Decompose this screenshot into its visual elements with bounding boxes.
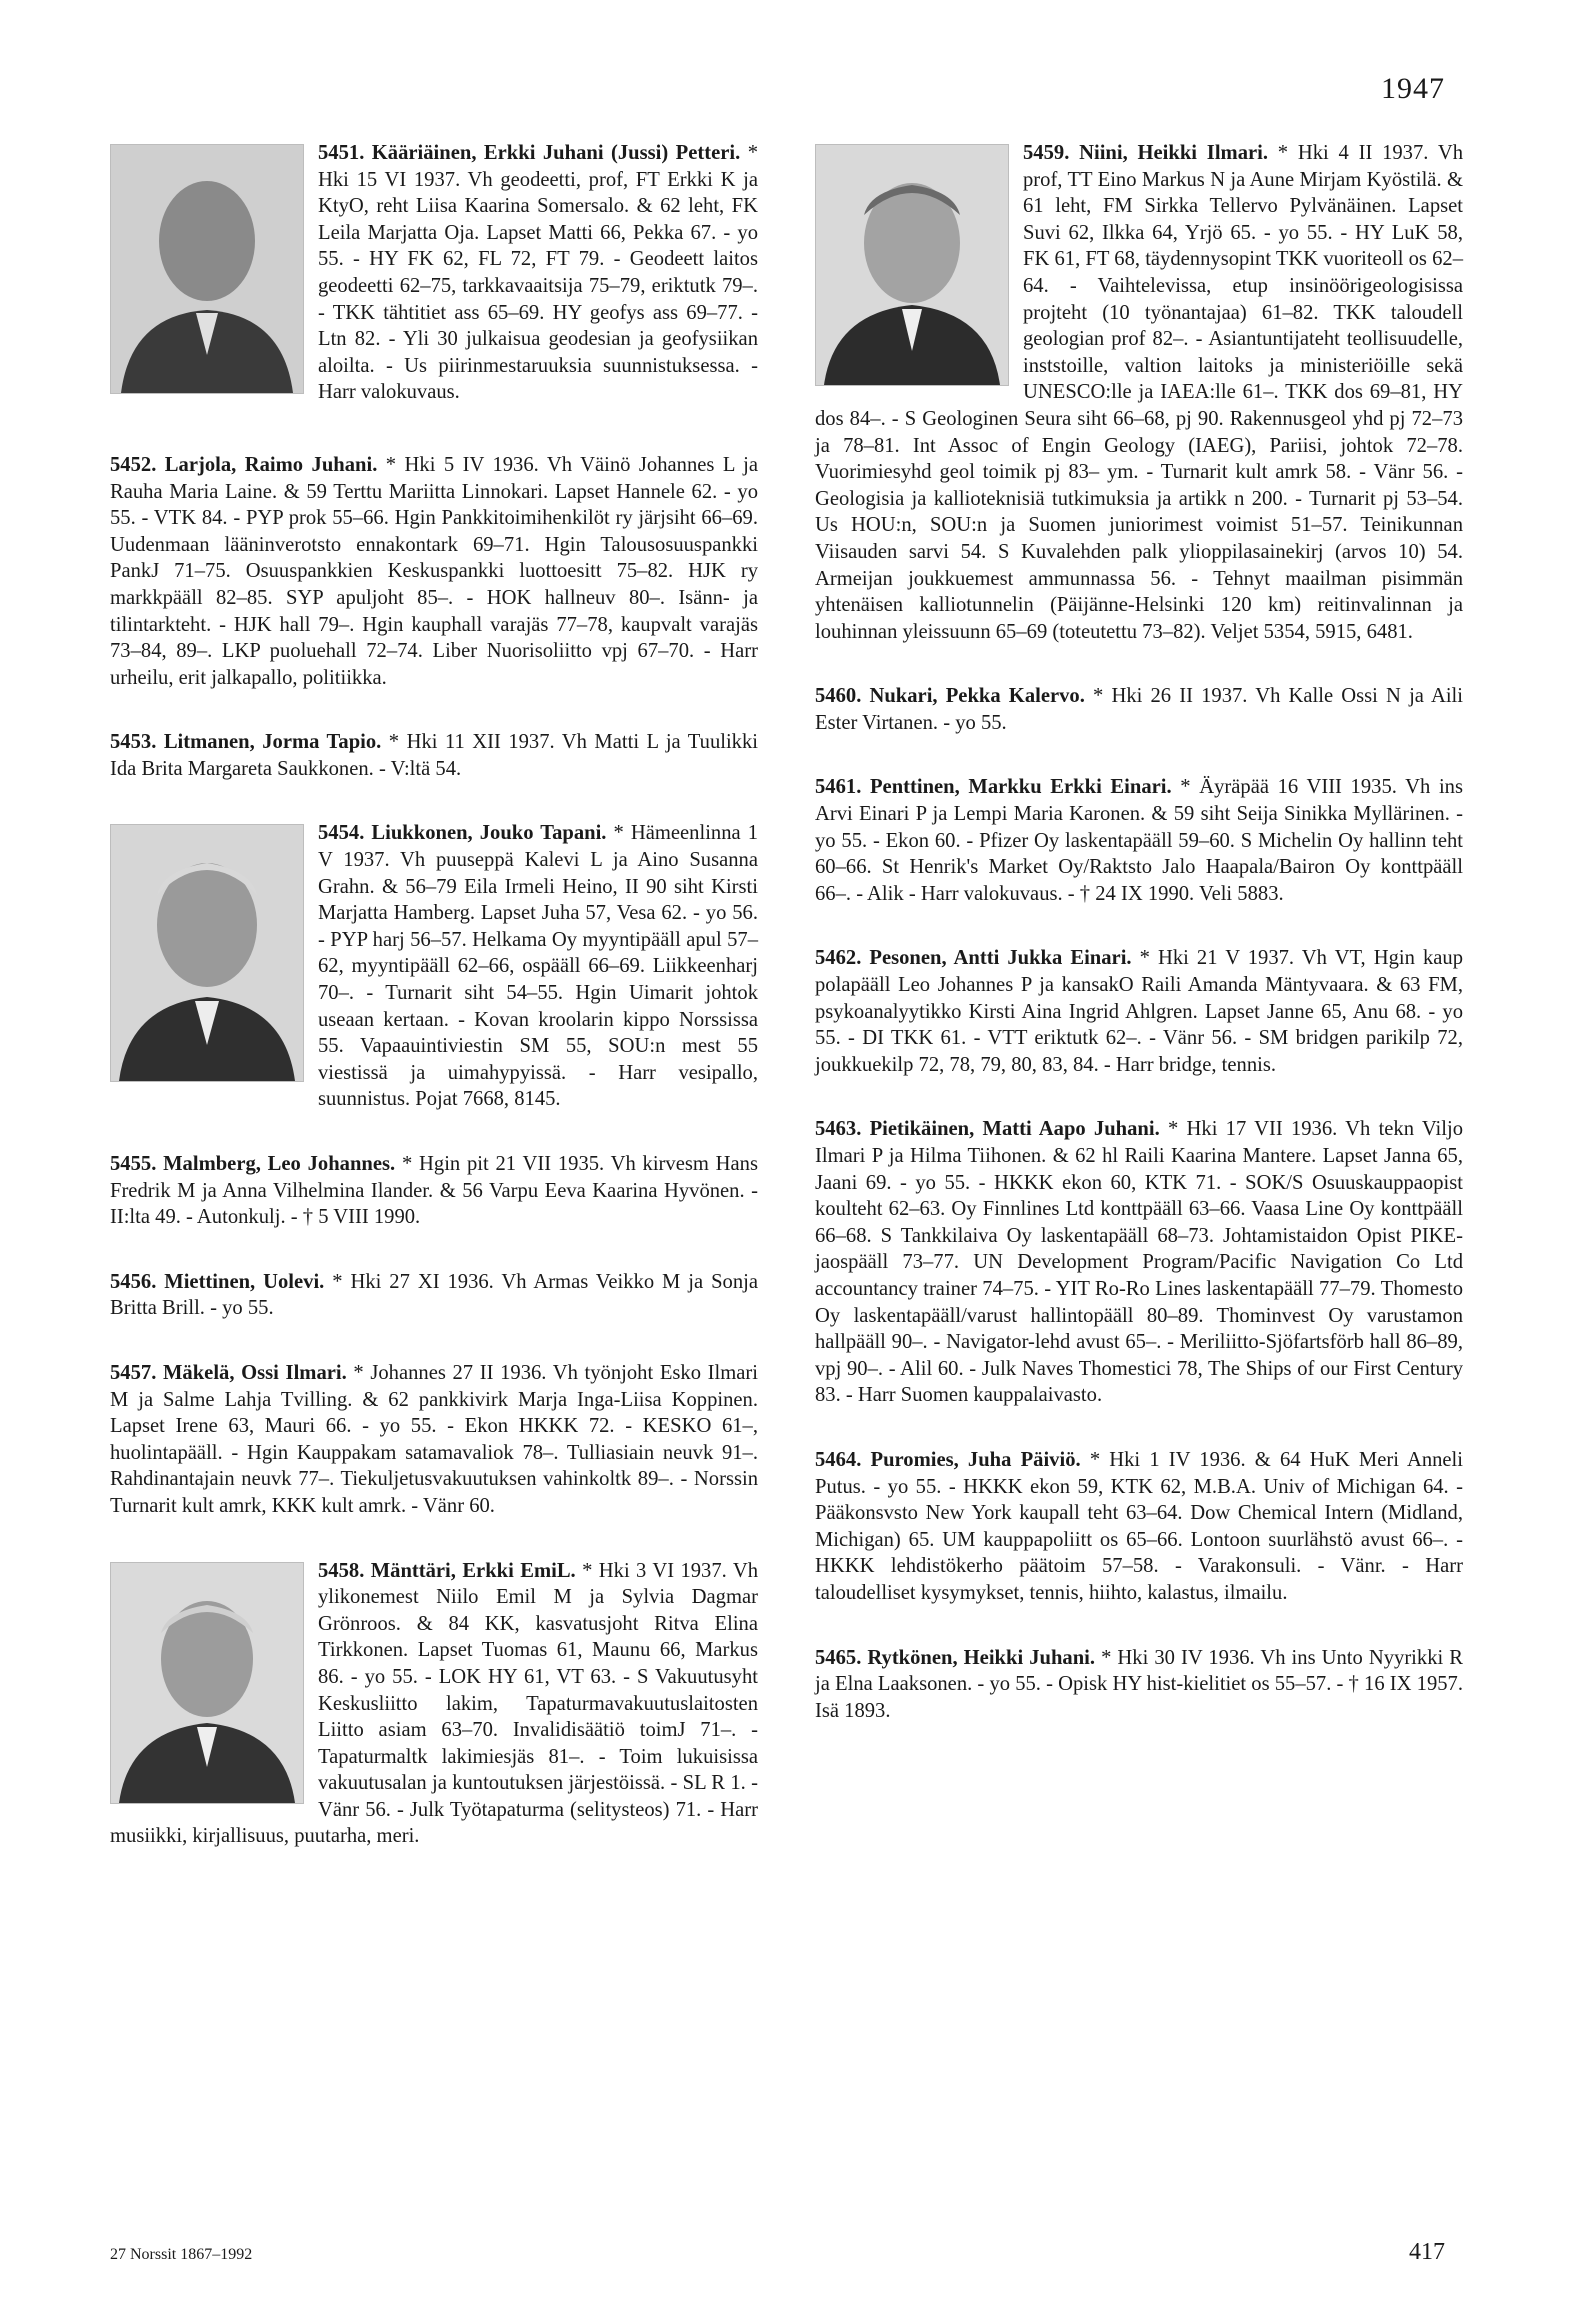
entry-body: * Hki 3 VI 1937. Vh ylikonemest Niilo Emil M ja Sylvia Dagmar Grönroos. & 84 KK, kasvatusjoht Ritva Elina Tirkkonen. Lapset Tuomas 61, Maunu 66, Markus 86. - yo 55. - LOK HY 61, VT 63. - S Vakuutusyht Keskusliitto lakim, Tapaturmavakuutuslaitosten Liitto asiam 63–70. Invalidisäätiö toimJ 71–. - Tapaturmaltk lakimiesjäs 81–. - Toim lukuisissa vakuutusalan ja kuntoutuksen järjestöissä. - SL R 1. - Vänr 56. - Julk Työtapaturma (selitysteos) 71. - Harr musiikki, kirjallisuus, puutarha, meri. — [110, 1559, 758, 1848]
entry-body: * Hki 5 IV 1936. Vh Väinö Johannes L ja Rauha Maria Laine. & 59 Terttu Mariitta Linnokari. Lapset Hannele 62. - yo 55. - VTK 84. - PYP prok 55–66. Hgin Pankkitoimihenkilöt ry järjsiht 66–69. Uudenmaan lääninverotsto ennakontark 69–71. Hgin Talousosuuspankki PankJ 71–75. Osuuspankkien Keskuspankki luottoesitt 75–82. HJK ry markkpääll 82–85. SYP apuljoht 85–. - HOK hallneuv 80–. Isänn- ja tilintarkteht. - HJK hall 79–. Hgin kauphall varajäs 77–78, kaupvalt varajäs 73–84, 89–. LKP puoluehall 72–74. Liber Nuorisoliitto vpj 67–70. - Harr urheilu, erit jalkapallo, politiikka. — [110, 453, 758, 689]
biography-entry-5459 — [815, 140, 1463, 645]
entry-heading: 5463. Pietikäinen, Matti Aapo Juhani. — [815, 1118, 1160, 1141]
entry-body: * Äyräpää 16 VIII 1935. Vh ins Arvi Einari P ja Lempi Maria Karonen. & 59 siht Seija Sinikka Myllärinen. - yo 55. - Ekon 60. - Pfizer Oy laskentapääll 59–60. S Michelin Oy hallinn teht 60–66. St Henrik's Market Oy/Raktsto Jalo Haapala/Bairon Oy konttpääll 66–. - Alik - Harr valokuvaus. - † 24 IX 1990. Veli 5883. — [815, 776, 1463, 905]
biography-entry-5461 — [815, 774, 1463, 907]
entry-heading: 5458. Mänttäri, Erkki EmiL. — [318, 1559, 576, 1582]
entry-body: * Hämeenlinna 1 V 1937. Vh puuseppä Kalevi L ja Aino Susanna Grahn. & 56–79 Eila Irmeli Heino, II 90 siht Kirsti Marjatta Hamberg. Lapset Juha 57, Vesa 62. - yo 56. - PYP harj 56–57. Helkama Oy myyntipääll apul 57–62, myyntipääll 62–66, ospääll 66–69. Liikkeenharj 70–. - Turnarit siht 54–55. Hgin Uimarit johtok useaan kertaan. - Kovan kroolarin kippo Norssissa 55. Vapaauintiviestin SM 55, SOU:n mest 55 viestissä ja uimahypyissä. - Harr vesipallo, suunnistus. Pojat 7668, 8145. — [318, 822, 758, 1111]
biography-entry-5464 — [815, 1447, 1463, 1607]
portrait-photo-icon — [815, 144, 1009, 386]
entry-heading: 5451. Kääriäinen, Erkki Juhani (Jussi) Petteri. — [318, 142, 741, 164]
entry-body: * Hki 1 IV 1936. & 64 HuK Meri Anneli Putus. - yo 55. - HKKK ekon 59, KTK 62, M.B.A. Univ of Michigan 64. - Pääkonsvsto New York kaupall teht 63–64. Dow Chemical Intern (Midland, Michigan) 65. UM kauppapoliitt os 65–66. Lontoon suurlähstö avust 66–. - HKKK lehdistökerho päätoim 57–58. - Varakonsuli. - Vänr. - Harr taloudelliset kysymykset, tennis, hiihto, kalastus, ilmailu. — [815, 1448, 1464, 1604]
entry-body: * Hki 21 V 1937. Vh VT, Hgin kaup polapääll Leo Johannes P ja kansakO Raili Amanda Mäntyvaara. & 63 FM, psykoanalyytikko Kirsti Aina Ingrid Ahlgren. Lapset Janne 65, Anu 68. - yo 55. - DI TKK 61. - VTT eriktutk 62–. - Vänr 56. - SM bridgen parikilp 72, joukkuekilp 72, 78, 79, 80, 83, 84. - Harr bridge, tennis. — [815, 947, 1463, 1076]
entry-heading: 5459. Niini, Heikki Ilmari. — [1023, 142, 1269, 164]
entry-body: * Hki 11 XII 1937. Vh Matti L ja Tuulikki Ida Brita Margareta Saukkonen. - V:ltä 54. — [110, 731, 758, 780]
biography-entry-5462 — [815, 945, 1463, 1078]
entry-heading: 5452. Larjola, Raimo Juhani. — [110, 453, 378, 476]
left-column — [110, 140, 758, 1850]
biography-entry-5457 — [110, 1360, 758, 1520]
entry-heading: 5457. Mäkelä, Ossi Ilmari. — [110, 1361, 347, 1384]
entry-heading: 5465. Rytkönen, Heikki Juhani. — [815, 1646, 1096, 1669]
entry-body: * Hki 27 XI 1936. Vh Armas Veikko M ja Sonja Britta Brill. - yo 55. — [110, 1270, 758, 1320]
biography-entry-5455 — [110, 1151, 758, 1231]
entry-heading: 5462. Pesonen, Antti Jukka Einari. — [815, 947, 1132, 970]
entry-body: * Hki 15 VI 1937. Vh geodeetti, prof, FT Erkki K ja KtyO, reht Liisa Kaarina Somersalo. & 62 leht, FK Leila Marjatta Oja. Lapset Matti 66, Pekka 67. - yo 55. - HY FK 62, FL 72, FT 79. - Geodeett laitos geodeetti 62–75, tarkkavaaitsija 75–79, eriktutk 79–. - TKK tähtitiet ass 65–69. HY geofys ass 69–77. - Ltn 82. - Yli 30 julkaisua geodesian ja geofysiikan aloilta. - Us piirinmestaruuksia suunnistuksessa. - Harr valokuvaus. — [318, 142, 758, 404]
biography-entry-5451 — [110, 140, 758, 406]
entry-body: * Johannes 27 II 1936. Vh työnjoht Esko Ilmari M ja Salme Lahja Tvilling. & 62 pankkivirk Marja Inga-Liisa Koppinen. Lapset Irene 63, Mauri 66. - yo 55. - Ekon HKKK 72. - KESKO 61–, huolintapääll. - Hgin Kauppakam satamavaliok 78–. Tulliasiain neuvk 91–. Rahdinantajain neuvk 77–. Tiekuljetusvakuutuksen vahinkoltk 89–. - Norssin Turnarit kult amrk, KKK kult amrk. - Vänr 60. — [110, 1361, 758, 1517]
entry-body: * Hki 26 II 1937. Vh Kalle Ossi N ja Aili Ester Virtanen. - yo 55. — [815, 685, 1463, 734]
biography-entry-5454 — [110, 820, 758, 1113]
biography-entry-5458 — [110, 1558, 758, 1851]
biography-entry-5463 — [815, 1116, 1463, 1409]
entry-body: * Hki 17 VII 1936. Vh tekn Viljo Ilmari P ja Hilma Tiihonen. & 62 hl Raili Kaarina Mantere. Lapset Janna 65, Jaani 69. - yo 55. - HKKK ekon 60, KTK 71. - SOK/S Osuuskauppaopist koulteht 62–63. Oy Finnlines Ltd konttpääll 63–66. Vaasa Line Oy konttpääll 66–68. S Tankkilaiva Oy laskentapääll 68–73. Johtamistaidon Opist PIKE-jaospääll 73–77. UN Development Program/Pacific Navigation Co Ltd accountancy trainer 74–75. - YIT Ro-Ro Lines laskentapääll 77–79. Thomesto Oy laskentapääll/varust hallintopääll 80–89. Thominvest Oy varustamon hallpääll 90–. - Navigator-lehd avust 65–. - Meriliitto-Sjöfartsförb hall 86–89, vpj 90–. - Alil 60. - Julk Naves Thomestici 78, The Ships of our First Century 83. - Harr Suomen kauppalaivasto. — [815, 1118, 1463, 1407]
entry-heading: 5453. Litmanen, Jorma Tapio. — [110, 731, 382, 754]
page-footer-source: 27 Norssit 1867–1992 — [110, 2246, 253, 2263]
biography-entry-5452 — [110, 452, 758, 691]
biography-entry-5465 — [815, 1645, 1463, 1725]
entry-body: * Hki 30 IV 1936. Vh ins Unto Nyyrikki R ja Elna Laaksonen. - yo 55. - Opisk HY hist-kielitiet os 55–57. - † 16 IX 1957. Isä 1893. — [815, 1646, 1463, 1722]
entry-heading: 5456. Miettinen, Uolevi. — [110, 1270, 325, 1293]
entry-heading: 5460. Nukari, Pekka Kalervo. — [815, 685, 1085, 708]
entry-heading: 5455. Malmberg, Leo Johannes. — [110, 1153, 396, 1175]
portrait-photo-icon — [110, 824, 304, 1082]
portrait-photo-icon — [110, 144, 304, 394]
entry-heading: 5461. Penttinen, Markku Erkki Einari. — [815, 776, 1172, 799]
entry-body: * Hgin pit 21 VII 1935. Vh kirvesm Hans Fredrik M ja Anna Vilhelmina Ilander. & 56 Varpu Eeva Kaarina Hyvönen. - II:lta 49. - Autonkulj. - † 5 VIII 1990. — [110, 1153, 758, 1229]
biography-entry-5456 — [110, 1269, 758, 1322]
biography-entry-5460 — [815, 683, 1463, 736]
entry-heading: 5464. Puromies, Juha Päiviö. — [815, 1448, 1081, 1471]
page-number: 417 — [1409, 2239, 1445, 2265]
page-year-header: 1947 — [1381, 72, 1445, 105]
biography-entry-5453 — [110, 729, 758, 782]
entry-body: * Hki 4 II 1937. Vh prof, TT Eino Markus N ja Aune Mirjam Kyöstilä. & 61 leht, FM Sirkka Tellervo Pylvänäinen. Lapset Suvi 62, Ilkka 64, Yrjö 65. - yo 55. - HY LuK 58, FK 61, FT 68, täydennysopint TKK vuoriteoll os 62–64. - Vaihtelevissa, etup insinöörigeologisissa projteht (10 työnantajaa) 61–82. TKK taloudell geologian prof 82–. - Asiantuntijateht teollisuudelle, inststoille, valtion laitoks ja ministeriöille sekä UNESCO:lle ja IAEA:lle 61–. TKK dos 69–81, HY dos 84–. - S Geologinen Seura siht 66–68, pj 90. Rakennusgeol yhd pj 72–73 ja 78–81. Int Assoc of Engin Geology (IAEG), Pariisi, johtok 72–78. Vuorimiesyhd geol toimik pj 83– ym. - Turnarit kult amrk 58. - Vänr 56. - Geologisia ja kallioteknisiä tutkimuksia ja artikk n 200. - Turnarit pj 53–54. Us HOU:n, SOU:n ja Suomen juniorimest voimist 51–57. Teinikunnan Viisauden sarvi 54. S Kuvalehden palk ylioppilasainekirj (arvos 10) 54. Armeijan joukkuemest ammunnassa 56. - Tehnyt maailman pisimmän yhtenäisen kalliotunnelin (Päijänne-Helsinki 120 km) reitinvalinnan ja louhinnan yleissuunn 65–69 (toteutettu 73–82). Veljet 5354, 5915, 6481. — [815, 142, 1463, 643]
entry-heading: 5454. Liukkonen, Jouko Tapani. — [318, 822, 607, 845]
right-column — [815, 140, 1463, 1724]
portrait-photo-icon — [110, 1562, 304, 1804]
